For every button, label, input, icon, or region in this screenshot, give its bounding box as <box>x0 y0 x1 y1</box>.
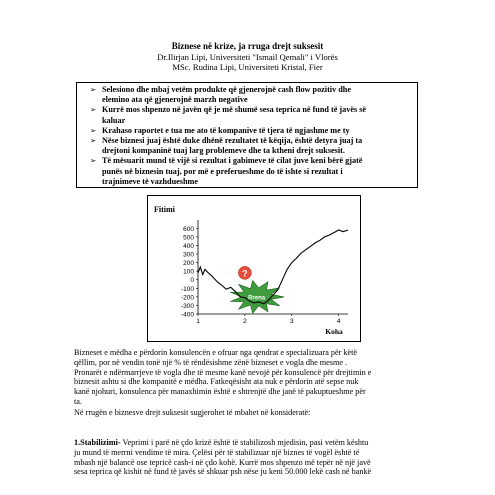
text-line: Në rrugën e biznesve drejt suksesit sugjerohet të mbahet në konsideratë: <box>74 408 311 417</box>
y-tick-label: -100 <box>180 285 194 293</box>
x-tick-label: 3 <box>289 318 294 325</box>
section-heading: 1.Stabilizimi- <box>74 438 121 447</box>
author-line-2: MSc. Rudina Lipi, Universiteti Kristal, Fier <box>172 62 323 72</box>
y-tick-label: -400 <box>180 311 194 319</box>
text-line: Veprimi i parë në çdo krizë është të stabilizosh mjedisin, pasi vetëm kështu <box>120 438 369 447</box>
y-tick-label: 200 <box>183 260 194 268</box>
y-tick-label: 600 <box>183 225 194 233</box>
text-line: mbash një balancë ose tepricë cash-i në çdo kohë. Kurrë mos shpenzo më tepër në një javë <box>74 457 371 467</box>
annotation-label: Rrena <box>248 295 266 302</box>
profit-chart <box>147 195 361 342</box>
bullet-item: ➢ Të mësuarit mund të vijë si rezultat i gabimeve të cilat juve keni bërë gjatë punës në biznesin tuaj, por më e preferueshme do të ishte si rezultat i trajnimeve të vazhdueshme <box>90 156 363 186</box>
bullet-item: ➢ Nëse biznesi juaj është duke dhënë rezultatet të këqija, është detyra juaj ta drejtoni kompaninë tuaj larg problemeve dhe ta ktheni drejt suksesit. <box>90 136 363 156</box>
arrow-bullet-icon: ➢ <box>90 85 97 94</box>
bullet-item: ➢ Kurrë mos shpenzo në javën që je më shumë sesa teprica në fund të javës së kaluar <box>90 105 367 125</box>
text-line: ta. <box>74 396 82 406</box>
y-tick-label: -200 <box>180 294 194 302</box>
text-line: Pronarët e ndërmarrjeve të vogla dhe të mesme kanë nevojë për konsulencë për drejtimin e <box>74 367 372 377</box>
arrow-bullet-icon: ➢ <box>90 136 97 146</box>
text-line: biznesit ashtu si dhe kompanitë e mëdha. Fatkeqësisht ata nuk e përdorin atë sepse nuk <box>74 377 359 387</box>
text-line: kanë njohuri, konsulenca për manaxhimin është e shtrenjtë dhe janë të pakuptueshme për <box>74 387 366 397</box>
bullet-item: ➢ Krahaso raportet e tua me ato të kompanive të tjera të ngjashme me ty <box>90 125 350 135</box>
section-stabilization <box>74 438 424 477</box>
text-line: qëllim, por në vendin tonë një % të rëndësishme zënë bizneset e vogla dhe mesme . <box>74 357 348 367</box>
arrow-bullet-icon: ➢ <box>90 156 97 166</box>
chart-svg <box>148 196 360 341</box>
x-tick-label: 1 <box>196 318 200 325</box>
y-tick-label: 400 <box>183 242 194 250</box>
question-mark-glyph: ? <box>242 268 248 279</box>
y-axis-label: Fitimi <box>154 205 175 214</box>
y-tick-label: 0 <box>190 277 194 285</box>
arrow-bullet-icon: ➢ <box>90 105 97 115</box>
paragraph-suggestion <box>74 408 424 418</box>
bullet-item: ➢ Selesiono dhe mbaj vetëm produkte që gjenerojnë cash flow pozitiv dhe elemino ata që gjenerojnë marzh negative <box>90 85 351 105</box>
y-tick-label: -300 <box>180 302 194 310</box>
x-tick-label: 4 <box>336 318 341 325</box>
text-line: sesa teprica që kishit në fund të javës së shkuar psh nëse ju keni 50.000 lekë cash në bankë <box>74 467 372 477</box>
x-tick-label: 2 <box>243 318 247 325</box>
bullet-list <box>90 85 415 187</box>
paper-title: Biznese në krize, ja rruga drejt suksesit <box>171 41 324 51</box>
author-line-1: Dr.Ilirjan Lipi, Universiteti "Ismail Qemali" i Vlorës <box>157 52 338 62</box>
y-tick-label: 300 <box>183 251 194 259</box>
y-tick-label: 500 <box>183 234 194 242</box>
text-line: ju mund të merrni vendime të mira. Çelësi për të stabilizuar një biznes të vogël është të <box>74 447 360 457</box>
arrow-bullet-icon: ➢ <box>90 125 97 135</box>
x-axis-label: Koha <box>325 327 343 336</box>
y-tick-label: 100 <box>183 268 194 276</box>
text-line: Bizneset e mëdha e përdorin konsulencën e ofruar nga qendrat e specializuara për këtë <box>74 348 358 357</box>
paragraph-consulting <box>74 348 424 407</box>
